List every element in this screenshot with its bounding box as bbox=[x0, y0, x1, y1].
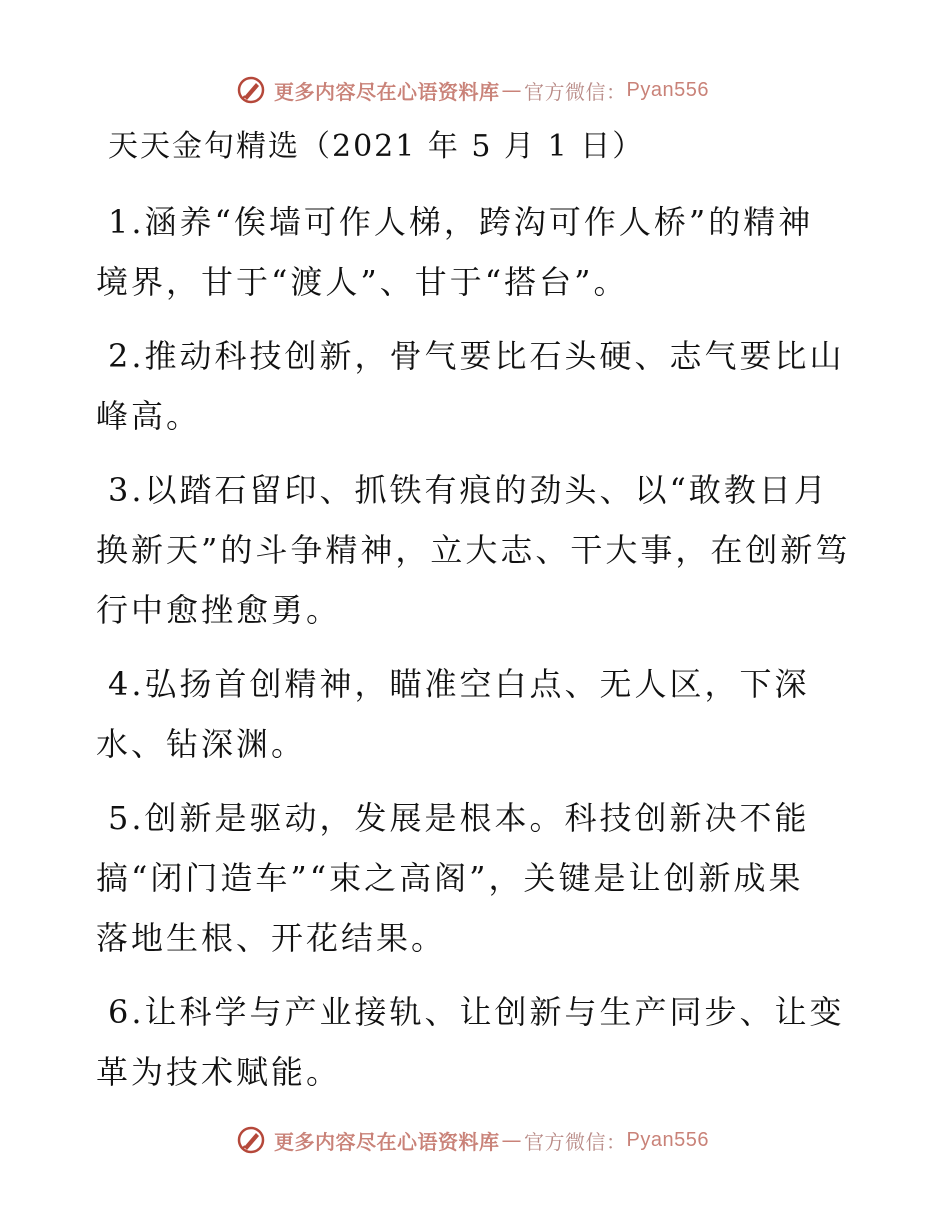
quote-line: 峰高。 bbox=[96, 397, 202, 435]
quote-line: 5.创新是驱动，发展是根本。科技创新决不能 bbox=[108, 799, 810, 837]
watermark-brand: 更多内容尽在心语资料库 bbox=[274, 1129, 500, 1154]
quote-item-3 bbox=[96, 460, 856, 640]
quote-line: 换新天”的斗争精神，立大志、干大事，在创新笃 bbox=[96, 531, 851, 569]
quote-line: 革为技术赋能。 bbox=[96, 1053, 342, 1091]
quote-list bbox=[96, 192, 856, 1116]
document-title: 天天金句精选（2021 年 5 月 1 日） bbox=[108, 129, 645, 164]
quote-line: 行中愈挫愈勇。 bbox=[96, 591, 342, 629]
quote-line: 2.推动科技创新，骨气要比石头硬、志气要比山 bbox=[108, 337, 845, 375]
watermark-label: 官方微信： bbox=[524, 79, 627, 104]
watermark-wechat-id: Pyan556 bbox=[626, 1128, 709, 1151]
quote-item-4 bbox=[96, 654, 856, 774]
quote-line: 境界，甘于“渡人”、甘于“搭台”。 bbox=[96, 263, 629, 301]
quote-line: 1.涵养“俟墙可作人梯，跨沟可作人桥”的精神 bbox=[108, 203, 814, 241]
quote-line: 6.让科学与产业接轨、让创新与生产同步、让变 bbox=[108, 993, 845, 1031]
pen-logo-icon bbox=[236, 75, 266, 105]
quote-item-6 bbox=[96, 982, 856, 1102]
watermark-label: 官方微信： bbox=[524, 1129, 627, 1154]
footer-watermark bbox=[236, 1122, 736, 1158]
header-watermark bbox=[236, 72, 736, 108]
quote-line: 3.以踏石留印、抓铁有痕的劲头、以“敢教日月 bbox=[108, 471, 829, 509]
quote-line: 搞“闭门造车”“束之高阁”，关键是让创新成果 bbox=[96, 859, 804, 897]
pen-logo-icon bbox=[236, 1125, 266, 1155]
watermark-brand: 更多内容尽在心语资料库 bbox=[274, 79, 500, 104]
quote-item-5 bbox=[96, 788, 856, 968]
quote-item-2 bbox=[96, 326, 856, 446]
quote-line: 水、钻深渊。 bbox=[96, 725, 307, 763]
quote-item-1 bbox=[96, 192, 856, 312]
quote-line: 落地生根、开花结果。 bbox=[96, 919, 447, 957]
watermark-wechat-id: Pyan556 bbox=[626, 78, 709, 101]
quote-line: 4.弘扬首创精神，瞄准空白点、无人区，下深 bbox=[108, 665, 810, 703]
watermark-dash: — bbox=[501, 1128, 522, 1152]
watermark-dash: — bbox=[501, 78, 522, 102]
